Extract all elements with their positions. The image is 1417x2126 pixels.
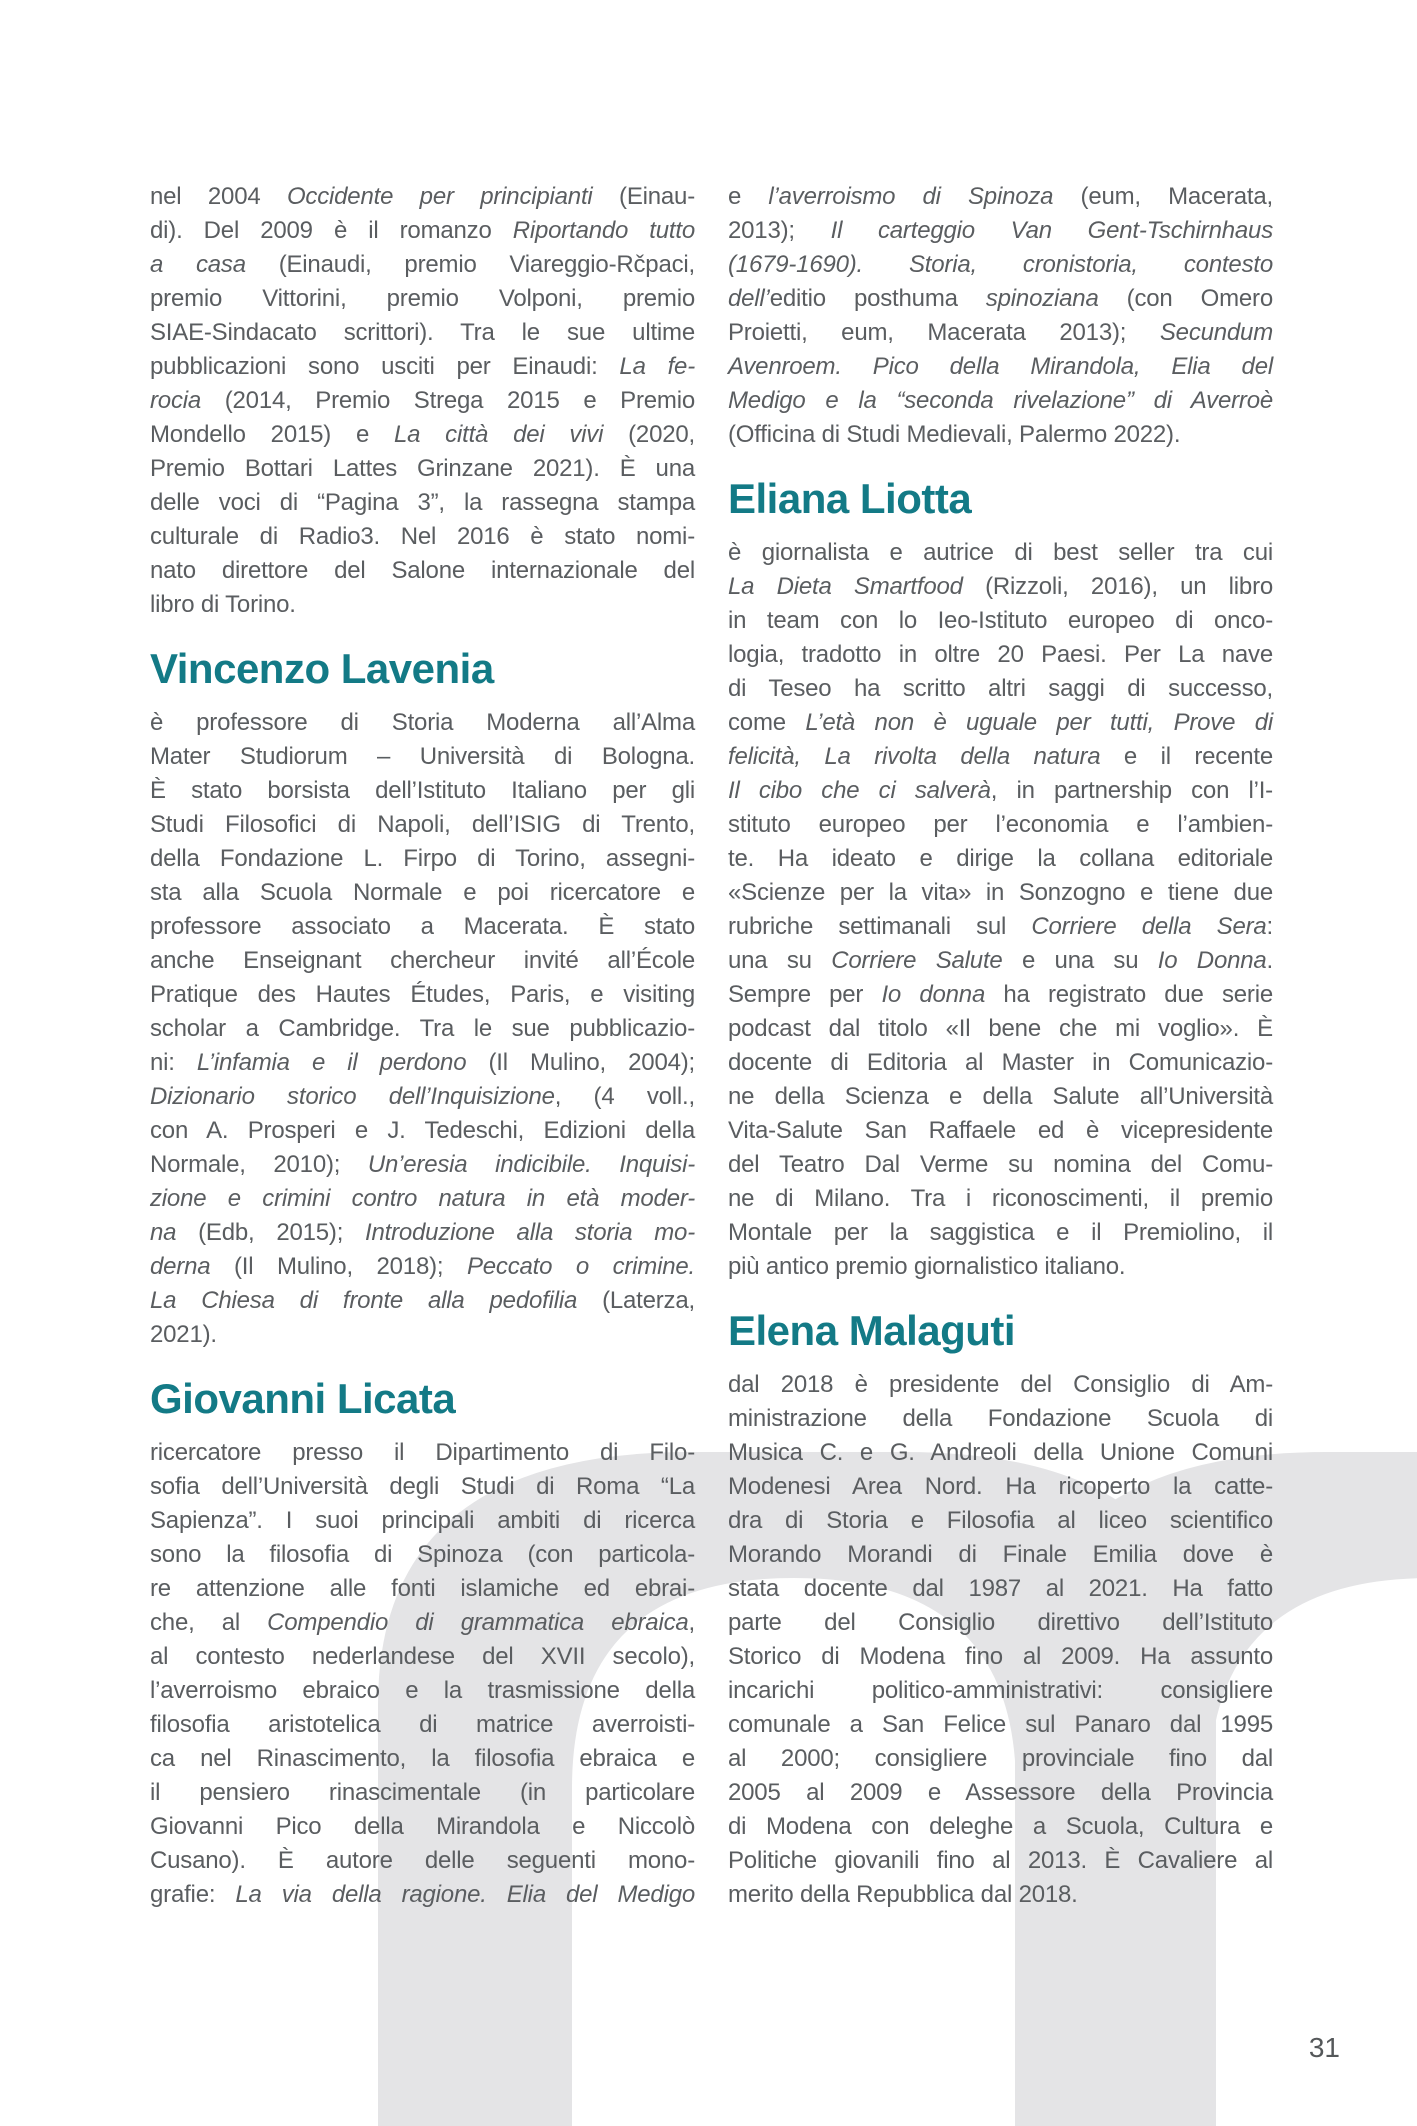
left-column (150, 0, 695, 1912)
paragraph-line: podcast dal titolo «Il bene che mi voglio». È (728, 1015, 1273, 1042)
paragraph-line: in team con lo Ieo-Istituto europeo di onco- (728, 607, 1273, 634)
paragraph-line: Mondello 2015) e La città dei vivi (2020, (150, 421, 695, 448)
paragraph-line: «Scienze per la vita» in Sonzogno e tiene due (728, 879, 1273, 906)
paragraph (150, 180, 695, 622)
paragraph-line: una su Corriere Salute e una su Io Donna. (728, 947, 1274, 974)
paragraph-line: e l’averroismo di Spinoza (eum, Macerata, (728, 183, 1274, 210)
paragraph-line: sono la filosofia di Spinoza (con particola- (150, 1541, 695, 1568)
paragraph-line: Cusano). È autore delle seguenti mono- (150, 1847, 695, 1874)
paragraph-line: grafie: La via della ragione. Elia del Medigo (150, 1881, 695, 1908)
paragraph-line: Sapienza”. I suoi principali ambiti di ricerca (150, 1507, 695, 1534)
paragraph-line: è giornalista e autrice di best seller tra cui (728, 539, 1273, 566)
paragraph-line: di Modena con deleghe a Scuola, Cultura e (728, 1813, 1273, 1840)
paragraph-line: logia, tradotto in oltre 20 Paesi. Per La nave (728, 641, 1273, 668)
paragraph-line: È stato borsista dell’Istituto Italiano per gli (150, 777, 695, 804)
paragraph-line: stata docente dal 1987 al 2021. Ha fatto (728, 1575, 1273, 1602)
paragraph-line: dal 2018 è presidente del Consiglio di Am- (728, 1371, 1273, 1398)
paragraph-line: comunale a San Felice sul Panaro dal 1995 (728, 1711, 1273, 1738)
paragraph-line: Giovanni Pico della Mirandola e Niccolò (150, 1813, 695, 1840)
paragraph-line: (Officina di Studi Medievali, Palermo 2022). (728, 421, 1181, 448)
paragraph-line: a casa (Einaudi, premio Viareggio-Rčpaci, (150, 251, 696, 278)
paragraph-line: Modenesi Area Nord. Ha ricoperto la catte- (728, 1473, 1273, 1500)
paragraph-line: dell’editio posthuma spinoziana (con Omero (728, 285, 1273, 312)
paragraph-line: filosofia aristotelica di matrice averroisti- (150, 1711, 695, 1738)
section-heading: Eliana Liotta (728, 475, 972, 522)
paragraph-line: Vita-Salute San Raffaele ed è vicepresidente (728, 1117, 1273, 1144)
paragraph-line: l’averroismo ebraico e la trasmissione della (150, 1677, 695, 1704)
right-column (728, 0, 1273, 1912)
paragraph-line: anche Enseignant chercheur invité all’École (150, 947, 695, 974)
section-heading: Elena Malaguti (728, 1307, 1016, 1354)
paragraph-line: SIAE-Sindacato scrittori). Tra le sue ultime (150, 319, 695, 346)
paragraph (150, 706, 695, 1352)
paragraph-line: parte del Consiglio direttivo dell’Istituto (728, 1609, 1273, 1636)
paragraph-line: sofia dell’Università degli Studi di Roma “La (150, 1473, 695, 1500)
paragraph-line: zione e crimini contro natura in età moder- (150, 1185, 695, 1212)
paragraph-line: che, al Compendio di grammatica ebraica, (150, 1609, 695, 1636)
paragraph-line: ne della Scienza e della Salute all’Università (728, 1083, 1273, 1110)
paragraph-line: Montale per la saggistica e il Premiolino, il (728, 1219, 1273, 1246)
paragraph-line: Medigo e la “seconda rivelazione” di Averroè (728, 387, 1273, 414)
paragraph-line: Pratique des Hautes Études, Paris, e visiting (150, 981, 695, 1008)
paragraph-line: libro di Torino. (150, 591, 296, 618)
paragraph-line: docente di Editoria al Master in Comunicazio- (728, 1049, 1273, 1076)
paragraph-line: della Fondazione L. Firpo di Torino, assegni- (150, 845, 695, 872)
paragraph-line: 2013); Il carteggio Van Gent-Tschirnhaus (728, 217, 1273, 244)
paragraph-line: rocia (2014, Premio Strega 2015 e Premio (150, 387, 695, 414)
paragraph-line: 2021). (150, 1321, 217, 1348)
paragraph-line: il pensiero rinascimentale (in particolare (150, 1779, 695, 1806)
paragraph (150, 1436, 695, 1912)
paragraph-line: Premio Bottari Lattes Grinzane 2021). È una (150, 455, 695, 482)
paragraph-line: felicità, La rivolta della natura e il recente (728, 743, 1273, 770)
section-heading: Giovanni Licata (150, 1375, 456, 1422)
paragraph-line: come L’età non è uguale per tutti, Prove di (728, 709, 1274, 736)
paragraph-line: di Teseo ha scritto altri saggi di successo, (728, 675, 1273, 702)
paragraph-line: Sempre per Io donna ha registrato due serie (728, 981, 1273, 1008)
section-heading: Vincenzo Lavenia (150, 645, 494, 692)
paragraph-line: ni: L’infamia e il perdono (Il Mulino, 2004); (150, 1049, 696, 1076)
page-number: 31 (1308, 2032, 1340, 2063)
paragraph-line: nel 2004 Occidente per principianti (Einau- (150, 183, 695, 210)
paragraph-line: al 2000; consigliere provinciale fino dal (728, 1745, 1273, 1772)
paragraph-line: di). Del 2009 è il romanzo Riportando tutto (150, 217, 695, 244)
paragraph-line: Musica C. e G. Andreoli della Unione Comuni (728, 1439, 1273, 1466)
paragraph-line: è professore di Storia Moderna all’Alma (150, 709, 695, 736)
paragraph (728, 180, 1273, 452)
paragraph-line: derna (Il Mulino, 2018); Peccato o crimine. (150, 1253, 695, 1280)
paragraph-line: La Dieta Smartfood (Rizzoli, 2016), un libro (728, 573, 1274, 600)
paragraph-line: ne di Milano. Tra i riconoscimenti, il premio (728, 1185, 1273, 1212)
paragraph-line: più antico premio giornalistico italiano. (728, 1253, 1126, 1280)
paragraph-line: Avenroem. Pico della Mirandola, Elia del (728, 353, 1273, 380)
paragraph-line: pubblicazioni sono usciti per Einaudi: La fe- (150, 353, 695, 380)
paragraph-line: Normale, 2010); Un’eresia indicibile. Inquisi- (150, 1151, 695, 1178)
paragraph (728, 1368, 1273, 1912)
paragraph-line: Politiche giovanili fino al 2013. È Cavaliere al (728, 1847, 1273, 1874)
paragraph-line: rubriche settimanali sul Corriere della Sera: (728, 913, 1274, 940)
paragraph-line: al contesto nederlandese del XVII secolo), (150, 1643, 695, 1670)
paragraph (728, 536, 1273, 1284)
paragraph-line: ricercatore presso il Dipartimento di Filo- (150, 1439, 695, 1466)
paragraph-line: con A. Prosperi e J. Tedeschi, Edizioni della (150, 1117, 695, 1144)
paragraph-line: premio Vittorini, premio Volponi, premio (150, 285, 695, 312)
paragraph-line: Il cibo che ci salverà, in partnership con l’I- (728, 777, 1273, 804)
paragraph-line: merito della Repubblica dal 2018. (728, 1881, 1078, 1908)
paragraph-line: 2005 al 2009 e Assessore della Provincia (728, 1779, 1273, 1806)
paragraph-line: delle voci di “Pagina 3”, la rassegna stampa (150, 489, 695, 516)
paragraph-line: Morando Morandi di Finale Emilia dove è (728, 1541, 1273, 1568)
paragraph-line: Studi Filosofici di Napoli, dell’ISIG di Trento, (150, 811, 695, 838)
paragraph-line: na (Edb, 2015); Introduzione alla storia mo- (150, 1219, 695, 1246)
paragraph-line: professore associato a Macerata. È stato (150, 913, 695, 940)
paragraph-line: sta alla Scuola Normale e poi ricercatore e (150, 879, 695, 906)
paragraph-line: nato direttore del Salone internazionale del (150, 557, 695, 584)
paragraph-line: Proietti, eum, Macerata 2013); Secundum (728, 319, 1273, 346)
paragraph-line: del Teatro Dal Verme su nomina del Comu- (728, 1151, 1273, 1178)
paragraph-line: Storico di Modena fino al 2009. Ha assunto (728, 1643, 1273, 1670)
paragraph-line: ca nel Rinascimento, la filosofia ebraica e (150, 1745, 695, 1772)
paragraph-line: dra di Storia e Filosofia al liceo scientifico (728, 1507, 1273, 1534)
paragraph-line: ministrazione della Fondazione Scuola di (728, 1405, 1273, 1432)
paragraph-line: stituto europeo per l’economia e l’ambien- (728, 811, 1273, 838)
paragraph-line: te. Ha ideato e dirige la collana editoriale (728, 845, 1273, 872)
paragraph-line: culturale di Radio3. Nel 2016 è stato nomi- (150, 523, 695, 550)
paragraph-line: incarichi politico-amministrativi: consigliere (728, 1677, 1273, 1704)
paragraph-line: re attenzione alle fonti islamiche ed ebrai- (150, 1575, 695, 1602)
paragraph-line: Dizionario storico dell’Inquisizione, (4 voll., (150, 1083, 695, 1110)
paragraph-line: (1679-1690). Storia, cronistoria, contesto (728, 251, 1273, 278)
paragraph-line: scholar a Cambridge. Tra le sue pubblicazio- (150, 1015, 695, 1042)
paragraph-line: La Chiesa di fronte alla pedofilia (Laterza, (150, 1287, 695, 1314)
paragraph-line: Mater Studiorum – Università di Bologna. (150, 743, 695, 770)
